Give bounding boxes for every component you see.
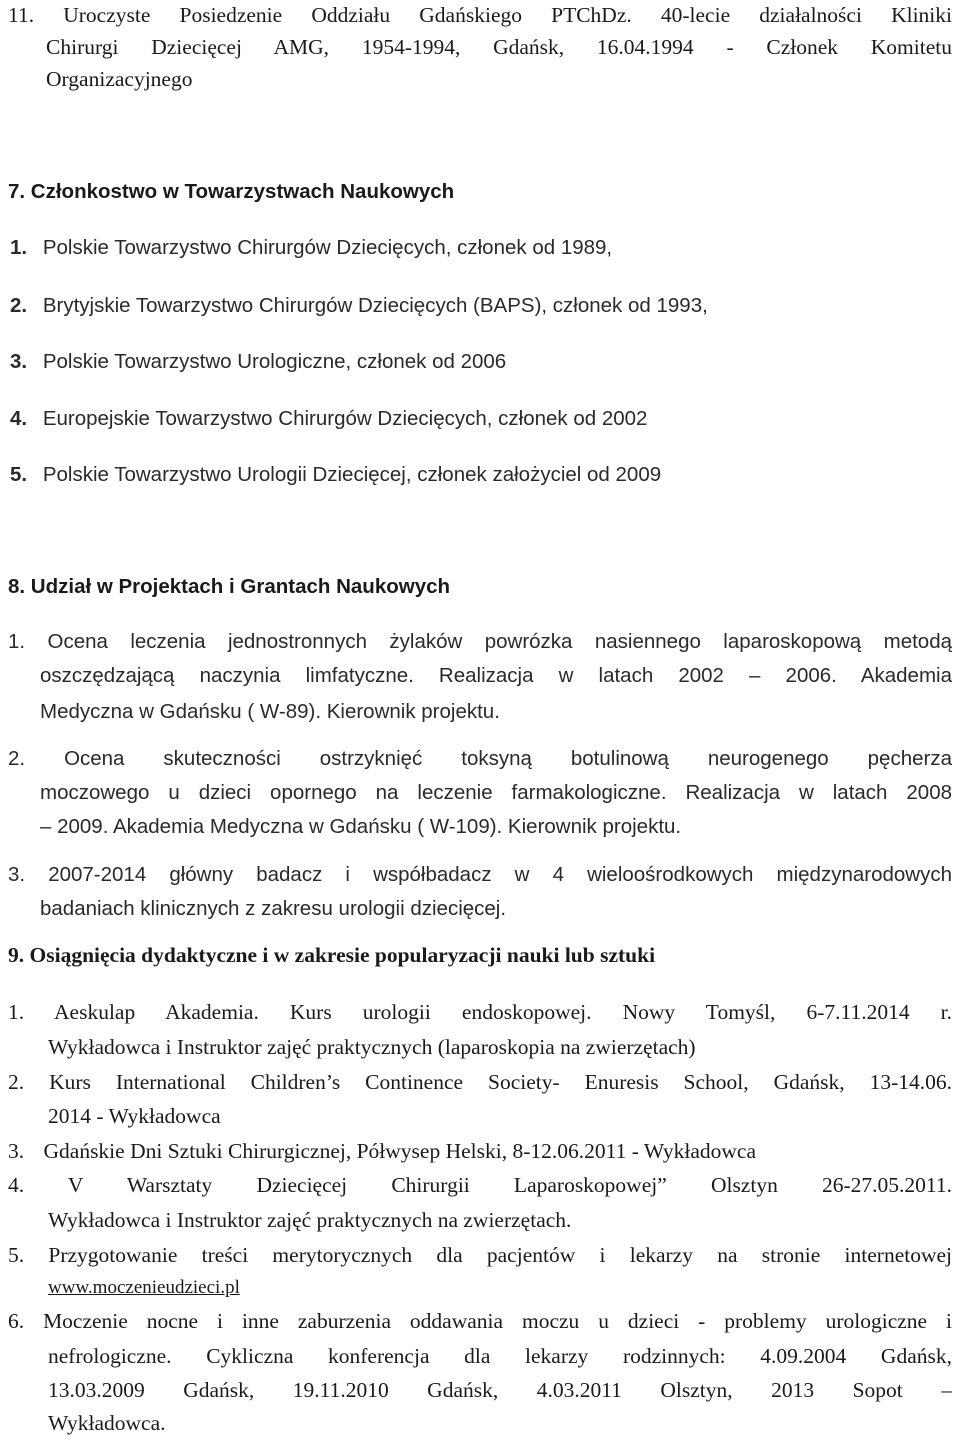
item-11-line-1 — [8, 0, 952, 30]
grant-3-line-1: 3. 2007-2014 główny badacz i współbadacz w 4 wieloośrodkowych międzynarodowych — [8, 863, 952, 886]
teaching-item-1-line-2: Wykładowca i Instruktor zajęć praktycznych (laparoskopia na zwierzętach) — [48, 1035, 696, 1059]
item-11-number: 11. — [8, 3, 35, 27]
teaching-item-4-line-2: Wykładowca i Instruktor zajęć praktycznych na zwierzętach. — [48, 1208, 572, 1232]
item-11-text-1: Uroczyste Posiedzenie Oddziału Gdańskiego PTChDz. 40-lecie działalności Kliniki — [63, 3, 952, 27]
teaching-item-6-text-1: Moczenie nocne i inne zaburzenia oddawania moczu u dzieci - problemy urologiczne i — [43, 1309, 952, 1333]
membership-item-3-text: Polskie Towarzystwo Urologiczne, członek od 2006 — [42, 350, 507, 373]
membership-item-1-text: Polskie Towarzystwo Chirurgów Dziecięcych, członek od 1989, — [42, 236, 613, 259]
membership-item-4 — [10, 404, 960, 434]
membership-item-2 — [10, 291, 960, 321]
grant-1-line-1: 1. Ocena leczenia jednostronnych żylaków powrózka nasiennego laparoskopową metodą — [8, 630, 952, 653]
teaching-item-6-line-3: 13.03.2009 Gdańsk, 19.11.2010 Gdańsk, 4.03.2011 Olsztyn, 2013 Sopot – — [48, 1378, 952, 1402]
grant-1-line-2: oszczędzającą naczynia limfatyczne. Realizacja w latach 2002 – 2006. Akademia — [40, 664, 952, 687]
membership-item-2-text: Brytyjskie Towarzystwo Chirurgów Dziecięcych (BAPS), członek od 1993, — [42, 294, 708, 317]
teaching-item-3-line-1 — [8, 1136, 960, 1166]
teaching-item-6-line-4: Wykładowca. — [48, 1411, 166, 1435]
teaching-item-1-line-1 — [8, 997, 952, 1027]
grant-2-line-3: – 2009. Akademia Medyczna w Gdańsku ( W-109). Kierownik projektu. — [40, 815, 682, 838]
teaching-item-1-text-1: Aeskulap Akademia. Kurs urologii endoskopowej. Nowy Tomyśl, 6-7.11.2014 r. — [54, 1000, 952, 1024]
teaching-item-4-line-1 — [8, 1170, 952, 1200]
teaching-item-4-number: 4. — [8, 1173, 25, 1197]
teaching-item-5-number: 5. — [8, 1243, 25, 1267]
teaching-item-3-number: 3. — [8, 1139, 25, 1163]
membership-item-1-number: 1. — [10, 236, 28, 259]
membership-item-5-text: Polskie Towarzystwo Urologii Dziecięcej, członek założyciel od 2009 — [42, 463, 662, 486]
membership-item-1 — [10, 233, 960, 263]
grant-2-line-2: moczowego u dzieci opornego na leczenie farmakologiczne. Realizacja w latach 2008 — [40, 781, 952, 804]
teaching-item-2-number: 2. — [8, 1070, 25, 1094]
teaching-item-6-line-2: nefrologiczne. Cykliczna konferencja dla lekarzy rodzinnych: 4.09.2004 Gdańsk, — [48, 1344, 952, 1368]
teaching-item-5-line-1 — [8, 1240, 952, 1270]
membership-item-2-number: 2. — [10, 294, 28, 317]
membership-item-3 — [10, 347, 960, 377]
teaching-item-1-number: 1. — [8, 1000, 25, 1024]
section-8-heading: 8. Udział w Projektach i Grantach Naukowych — [8, 575, 451, 598]
item-11-line-3: Organizacyjnego — [46, 67, 193, 91]
membership-item-5-number: 5. — [10, 463, 28, 486]
grant-2-line-1: 2. Ocena skuteczności ostrzyknięć toksyną botulinową neurogenego pęcherza — [8, 747, 952, 770]
section-7-heading: 7. Członkostwo w Towarzystwach Naukowych — [8, 180, 455, 203]
item-11-line-2: Chirurgi Dziecięcej AMG, 1954-1994, Gdańsk, 16.04.1994 - Członek Komitetu — [46, 35, 952, 59]
teaching-item-6-number: 6. — [8, 1309, 25, 1333]
teaching-item-5-line-2 — [48, 1273, 960, 1303]
teaching-item-2-line-1 — [8, 1067, 952, 1097]
teaching-item-2-text-1: Kurs International Children’s Continence Society- Enuresis School, Gdańsk, 13-14.06. — [49, 1070, 952, 1094]
teaching-item-4-text-1: V Warsztaty Dziecięcej Chirurgii Laparoskopowej” Olsztyn 26-27.05.2011. — [67, 1173, 952, 1197]
grant-1-line-3: Medyczna w Gdańsku ( W-89). Kierownik projektu. — [40, 700, 500, 723]
membership-item-5 — [10, 460, 960, 490]
membership-item-4-text: Europejskie Towarzystwo Chirurgów Dziecięcych, członek od 2002 — [42, 407, 648, 430]
membership-item-3-number: 3. — [10, 350, 28, 373]
membership-item-4-number: 4. — [10, 407, 28, 430]
teaching-item-5-text-1: Przygotowanie treści merytorycznych dla pacjentów i lekarzy na stronie internetowej — [48, 1243, 952, 1267]
website-link[interactable]: www.moczenieudzieci.pl — [48, 1277, 240, 1298]
teaching-item-6-line-1 — [8, 1306, 952, 1336]
teaching-item-3-text-1: Gdańskie Dni Sztuki Chirurgicznej, Półwysep Helski, 8-12.06.2011 - Wykładowca — [43, 1139, 756, 1163]
grant-3-line-2: badaniach klinicznych z zakresu urologii dziecięcej. — [40, 897, 507, 920]
section-9-heading: 9. Osiągnięcia dydaktyczne i w zakresie popularyzacji nauki lub sztuki — [8, 943, 656, 967]
teaching-item-2-line-2: 2014 - Wykładowca — [48, 1104, 221, 1128]
